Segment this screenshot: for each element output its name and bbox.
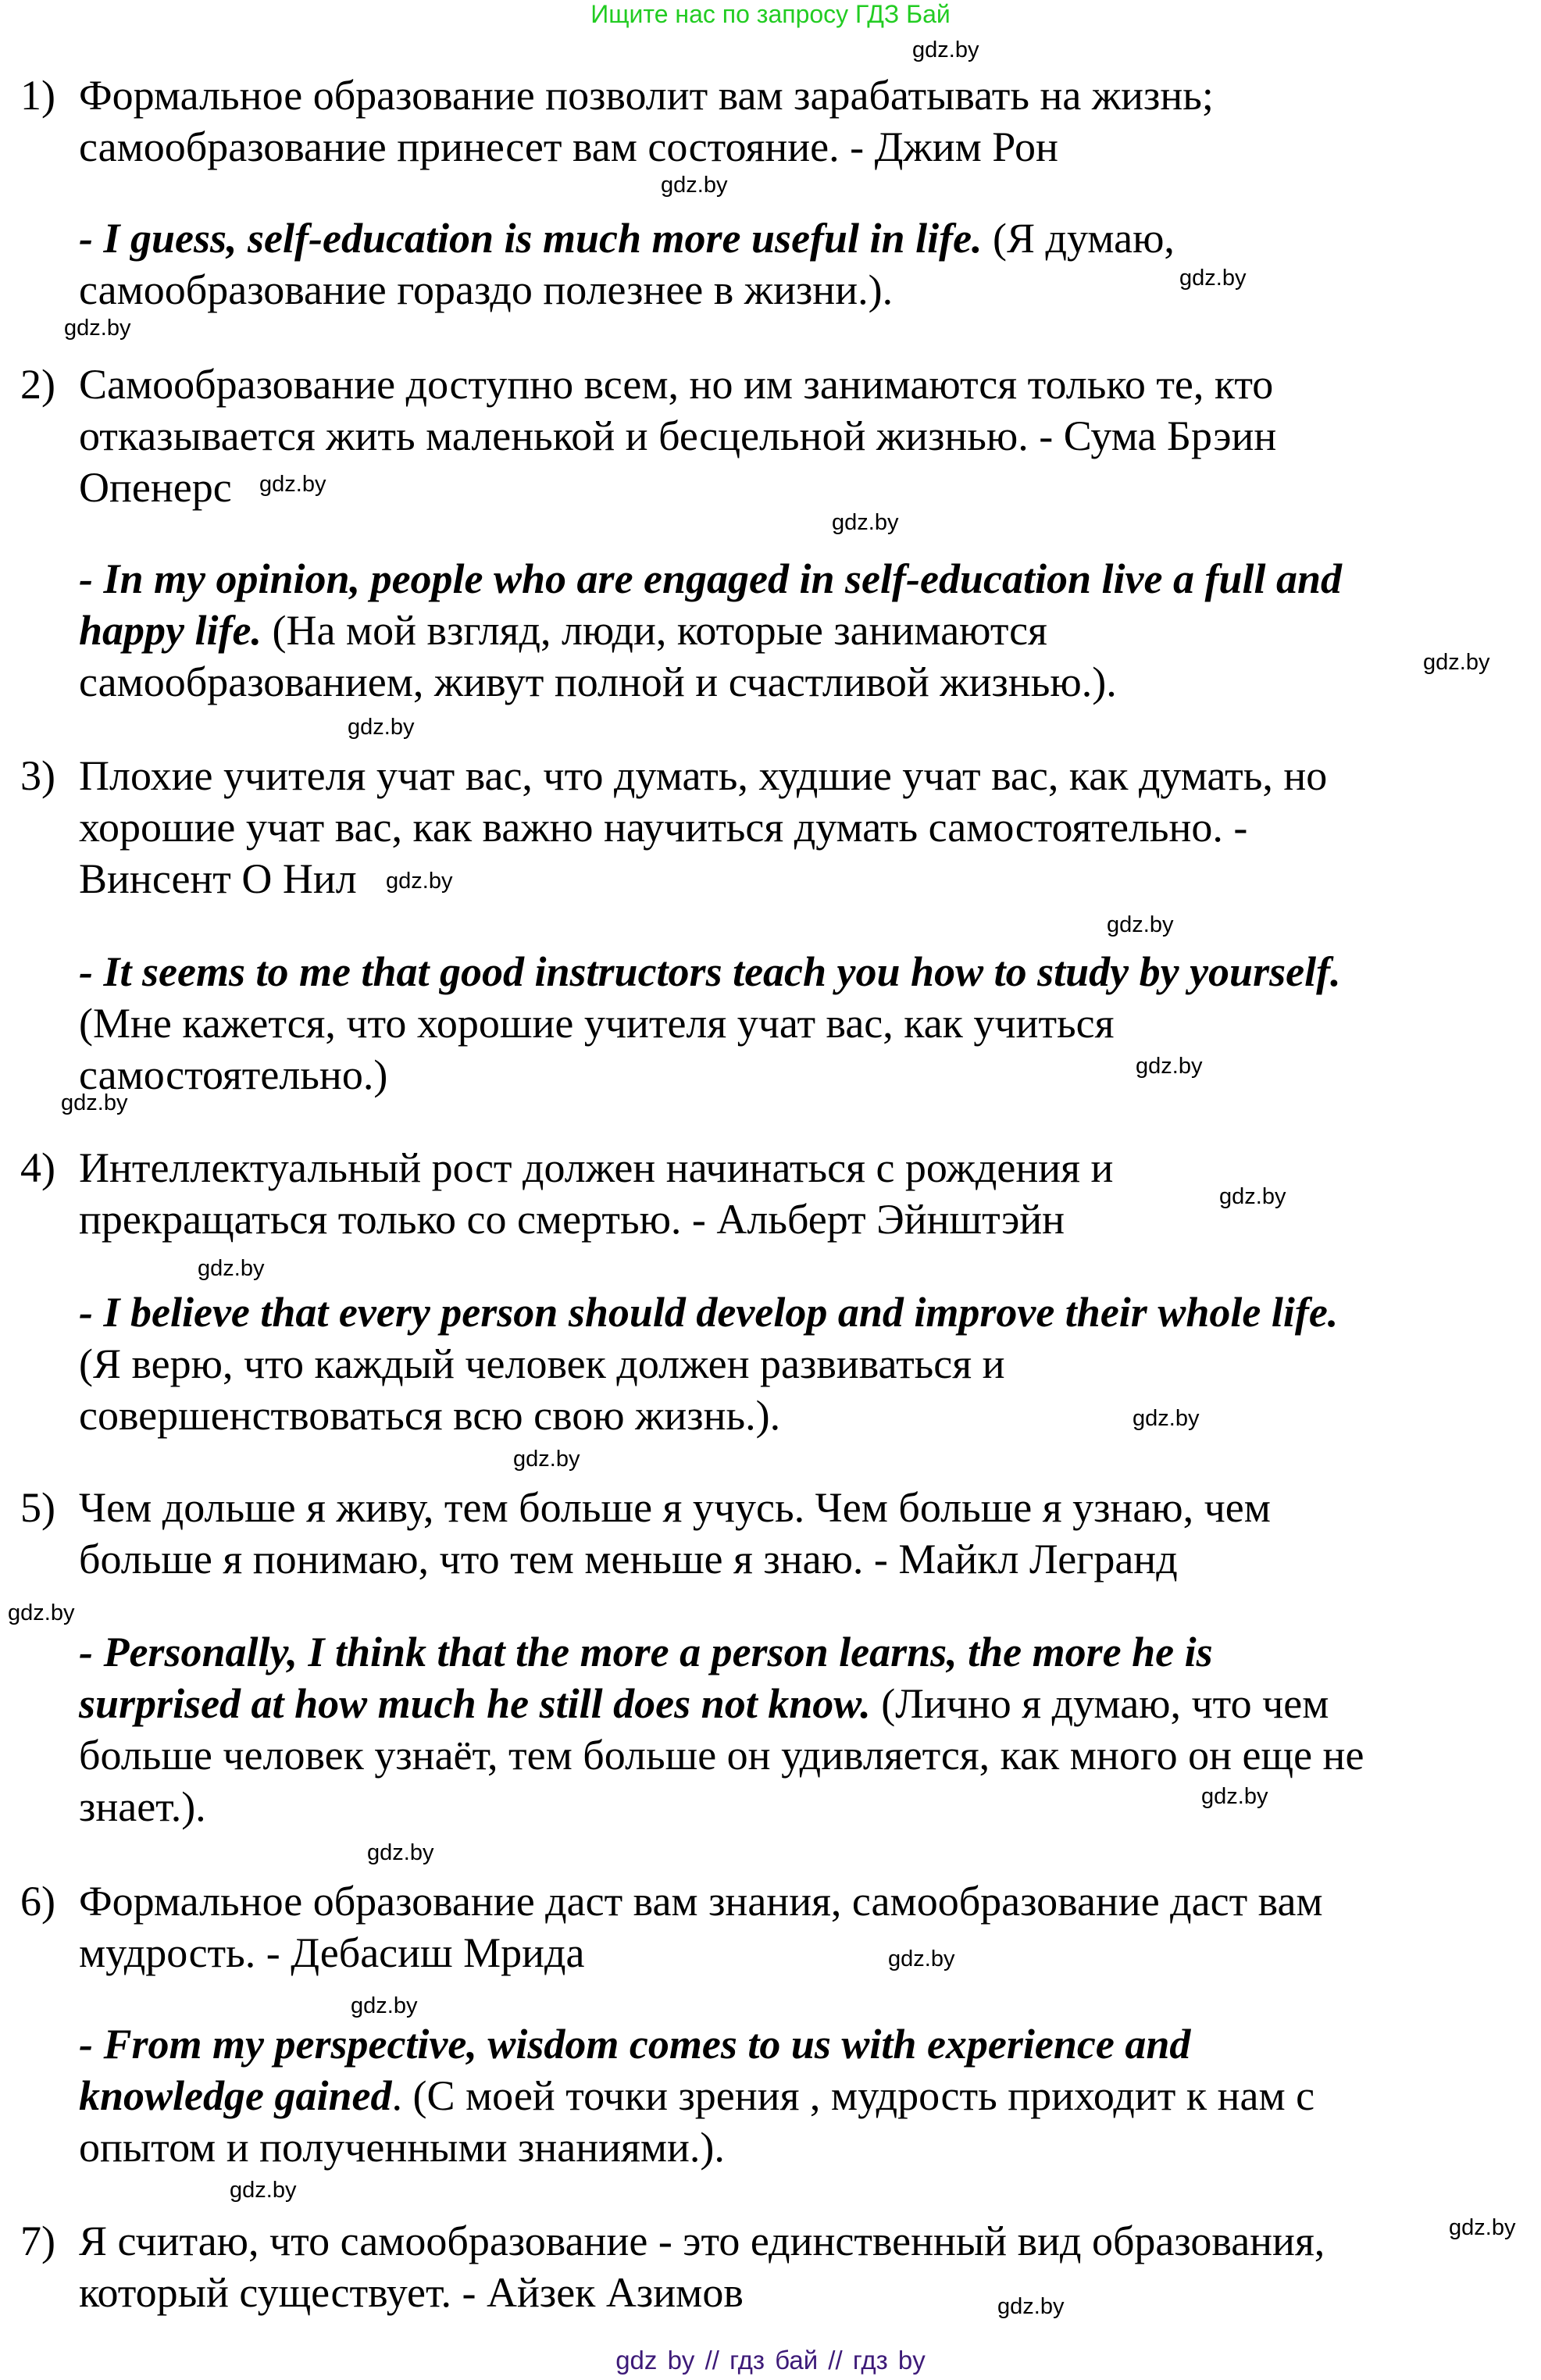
item-number: 3) (20, 752, 55, 799)
watermark: gdz.by (1219, 1184, 1286, 1209)
russian-text: Я считаю, что самообразование - это единственный вид образования, (79, 2218, 1325, 2264)
russian-text: больше человек узнаёт, тем больше он удивляется, как много он еще не (79, 1732, 1364, 1779)
russian-text: (На мой взгляд, люди, которые занимаются (261, 607, 1047, 654)
text-line (79, 212, 1175, 264)
footer-links[interactable]: gdz by // гдз бай // гдз by (615, 2346, 926, 2375)
russian-text: хорошие учат вас, как важно научиться думать самостоятельно. - (79, 804, 1248, 851)
text-line (79, 264, 893, 316)
watermark: gdz.by (1133, 1406, 1200, 1431)
watermark: gdz.by (230, 2178, 297, 2203)
russian-text: Самообразование доступно всем, но им занимаются только те, кто (79, 361, 1274, 408)
text-line (79, 656, 1117, 708)
text-line (79, 1390, 780, 1441)
english-answer: happy life. (79, 607, 262, 654)
watermark: gdz.by (351, 1993, 418, 2018)
russian-text: больше я понимаю, что тем меньше я знаю. - Майкл Легранд (79, 1536, 1178, 1583)
item-number: 4) (20, 1144, 55, 1191)
watermark: gdz.by (1201, 1784, 1268, 1809)
text-line (79, 2267, 744, 2318)
watermark: gdz.by (1179, 266, 1247, 291)
watermark: gdz.by (8, 1600, 75, 1625)
text-line (79, 605, 1047, 656)
english-answer: knowledge gained (79, 2072, 392, 2119)
header-banner[interactable]: Ищите нас по запросу ГДЗ Бай (590, 0, 951, 28)
item-number: 5) (20, 1484, 55, 1531)
text-line (79, 1729, 1364, 1781)
item-number: 7) (20, 2218, 55, 2264)
russian-text: совершенствоваться всю свою жизнь.). (79, 1392, 781, 1439)
watermark: gdz.by (61, 1090, 128, 1115)
watermark: gdz.by (912, 37, 979, 62)
watermark: gdz.by (997, 2294, 1065, 2319)
watermark: gdz.by (661, 173, 728, 198)
watermark: gdz.by (259, 472, 326, 497)
item-number: 2) (20, 361, 55, 408)
text-line (79, 997, 1114, 1049)
text-line (79, 1626, 1213, 1678)
text-line (79, 1927, 584, 1979)
russian-text: Опенерс (79, 464, 232, 511)
text-line (79, 801, 1247, 853)
russian-text: опытом и полученными знаниями.). (79, 2124, 725, 2171)
russian-text: (Я думаю, (982, 215, 1175, 262)
text-line (79, 1142, 1113, 1194)
watermark: gdz.by (1449, 2215, 1516, 2240)
text-line (79, 2070, 1314, 2121)
english-answer: surprised at how much he still does not know. (79, 1680, 871, 1727)
english-answer: - Personally, I think that the more a person learns, the more he is (79, 1629, 1213, 1675)
english-answer: - From my perspective, wisdom comes to us with experience and (79, 2021, 1191, 2068)
russian-text: самообразование гораздо полезнее в жизни.). (79, 266, 894, 313)
russian-text: мудрость. - Дебасиш Мрида (79, 1929, 585, 1976)
watermark: gdz.by (198, 1256, 265, 1281)
text-line (79, 1533, 1178, 1585)
item-number: 6) (20, 1878, 55, 1925)
watermark: gdz.by (832, 510, 899, 535)
text-line (79, 2018, 1190, 2070)
text-line (79, 2121, 725, 2173)
watermark: gdz.by (1136, 1054, 1203, 1079)
watermark: gdz.by (348, 715, 415, 740)
russian-text: Формальное образование даст вам знания, самообразование даст вам (79, 1878, 1323, 1925)
russian-text: самостоятельно.) (79, 1051, 388, 1098)
russian-text: Винсент О Нил (79, 855, 357, 902)
text-line (79, 750, 1327, 801)
russian-text: Плохие учителя учат вас, что думать, худшие учат вас, как думать, но (79, 752, 1328, 799)
text-line (79, 1482, 1271, 1533)
item-number: 1) (20, 72, 55, 119)
text-line (79, 946, 1341, 997)
watermark: gdz.by (367, 1840, 434, 1865)
russian-text: прекращаться только со смертью. - Альберт Эйнштэйн (79, 1196, 1065, 1243)
watermark: gdz.by (1423, 650, 1490, 675)
text-line (79, 853, 357, 905)
english-answer: - I believe that every person should develop and improve their whole life. (79, 1289, 1339, 1336)
text-line (79, 121, 1058, 173)
russian-text: (Мне кажется, что хорошие учителя учат вас, как учиться (79, 1000, 1115, 1047)
russian-text: самообразование принесет вам состояние. - Джим Рон (79, 123, 1058, 170)
text-line (79, 462, 232, 513)
watermark: gdz.by (888, 1946, 955, 1971)
watermark: gdz.by (1107, 912, 1174, 937)
english-answer: - It seems to me that good instructors teach you how to study by yourself. (79, 948, 1341, 995)
text-line (79, 553, 1342, 605)
english-answer: - In my opinion, people who are engaged in self-education live a full and (79, 555, 1342, 602)
text-line (79, 1286, 1338, 1338)
russian-text: отказывается жить маленькой и бесцельной жизнью. - Сума Брэин (79, 412, 1277, 459)
russian-text: самообразованием, живут полной и счастливой жизнью.). (79, 658, 1117, 705)
russian-text: Формальное образование позволит вам зарабатывать на жизнь; (79, 72, 1214, 119)
text-line (79, 1781, 206, 1832)
russian-text: который существует. - Айзек Азимов (79, 2269, 744, 2316)
russian-text: знает.). (79, 1783, 206, 1830)
watermark: gdz.by (513, 1447, 580, 1472)
text-line (79, 1194, 1065, 1245)
text-line (79, 410, 1276, 462)
english-answer: - I guess, self-education is much more useful in life. (79, 215, 983, 262)
text-line (79, 1678, 1329, 1729)
text-line (79, 2215, 1325, 2267)
watermark: gdz.by (386, 869, 453, 894)
russian-text: . (С моей точки зрения , мудрость приходит к нам с (391, 2072, 1315, 2119)
text-line (79, 1875, 1323, 1927)
russian-text: Интеллектуальный рост должен начинаться с рождения и (79, 1144, 1114, 1191)
text-line (79, 70, 1214, 121)
watermark: gdz.by (64, 316, 131, 341)
russian-text: (Лично я думаю, что чем (870, 1680, 1329, 1727)
text-line (79, 1338, 1005, 1390)
text-line (79, 359, 1273, 410)
russian-text: Чем дольше я живу, тем больше я учусь. Чем больше я узнаю, чем (79, 1484, 1271, 1531)
russian-text: (Я верю, что каждый человек должен развиваться и (79, 1340, 1005, 1387)
